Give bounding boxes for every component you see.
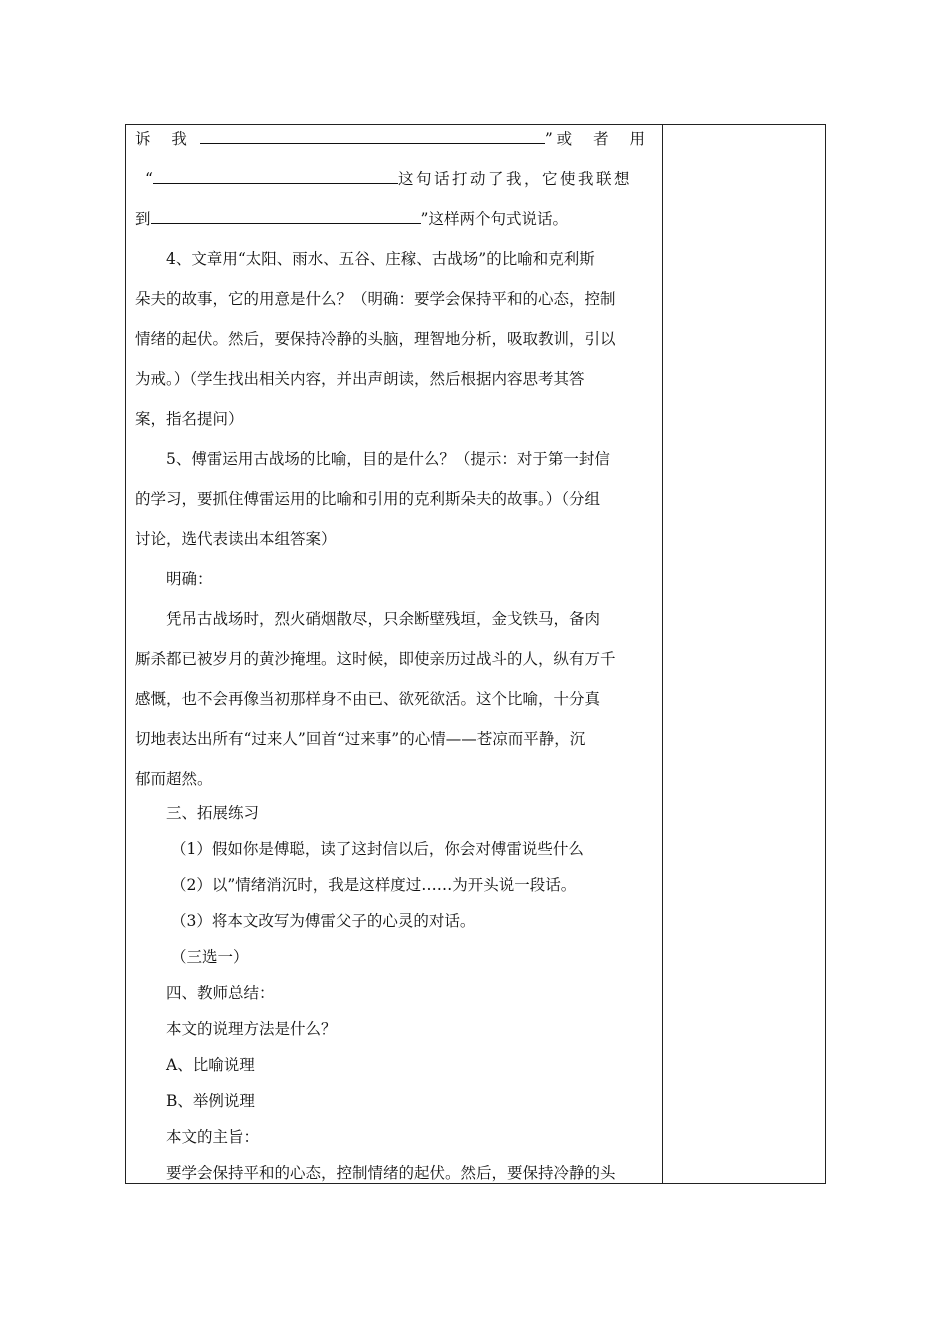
- blank-2: [153, 168, 398, 184]
- option-b: B、举例说理: [166, 1092, 255, 1110]
- q5-line: 讨论，选代表读出本组答案）: [135, 530, 337, 548]
- clear-label: 明确：: [166, 570, 213, 588]
- exercise-2: （2）以”情绪消沉时，我是这样度过……为开头说一段话。: [171, 876, 577, 894]
- answer-line: 凭吊古战场时，烈火硝烟散尽，只余断壁残垣，金戈铁马，备肉: [166, 610, 601, 628]
- section-3-heading: 三、拓展练习: [166, 804, 260, 822]
- fill-line-2: “ 这句话打动了我，它使我联想: [145, 170, 632, 188]
- q5-line: 5、傅雷运用古战场的比喻，目的是什么？（提示：对于第一封信: [166, 450, 610, 468]
- fill-line-1: 诉 我 ” 或 者 用: [135, 130, 653, 148]
- section-4-heading: 四、教师总结：: [166, 984, 275, 1002]
- q5-line: 的学习，要抓住傅雷运用的比喻和引用的克利斯朵夫的故事。）（分组: [135, 490, 601, 508]
- answer-line: 感慨，也不会再像当初那样身不由已、欲死欲活。这个比喻，十分真: [135, 690, 601, 708]
- option-a: A、比喻说理: [166, 1056, 255, 1074]
- exercise-1: （1）假如你是傅聪，读了这封信以后，你会对傅雷说些什么: [171, 840, 584, 858]
- q4-line: 朵夫的故事，它的用意是什么？（明确：要学会保持平和的心态，控制: [135, 290, 616, 308]
- column-divider: [662, 125, 663, 1183]
- answer-line: 郁而超然。: [135, 770, 213, 788]
- exercise-3: （3）将本文改写为傅雷父子的心灵的对话。: [171, 912, 476, 930]
- blank-1: [200, 128, 545, 144]
- q4-line: 为戒。）（学生找出相关内容，并出声朗读，然后根据内容思考其答: [135, 370, 585, 388]
- blank-3: [151, 208, 421, 224]
- q4-line: 4、文章用“太阳、雨水、五谷、庄稼、古战场”的比喻和克利斯: [166, 250, 595, 268]
- lesson-table: [125, 124, 826, 1184]
- fill-line-3: 到 ”这样两个句式说话。: [135, 210, 568, 228]
- q4-line: 情绪的起伏。然后，要保持冷静的头脑，理智地分析，吸取教训，引以: [135, 330, 616, 348]
- q4-line: 案，指名提问）: [135, 410, 244, 428]
- method-question: 本文的说理方法是什么？: [166, 1020, 337, 1038]
- choose-one-note: （三选一）: [171, 948, 249, 966]
- theme-text: 要学会保持平和的心态，控制情绪的起伏。然后，要保持冷静的头: [166, 1164, 616, 1182]
- answer-line: 切地表达出所有“过来人”回首“过来事”的心情——苍凉而平静，沉: [135, 730, 586, 748]
- theme-label: 本文的主旨：: [166, 1128, 260, 1146]
- answer-line: 厮杀都已被岁月的黄沙掩埋。这时候，即使亲历过战斗的人，纵有万千: [135, 650, 616, 668]
